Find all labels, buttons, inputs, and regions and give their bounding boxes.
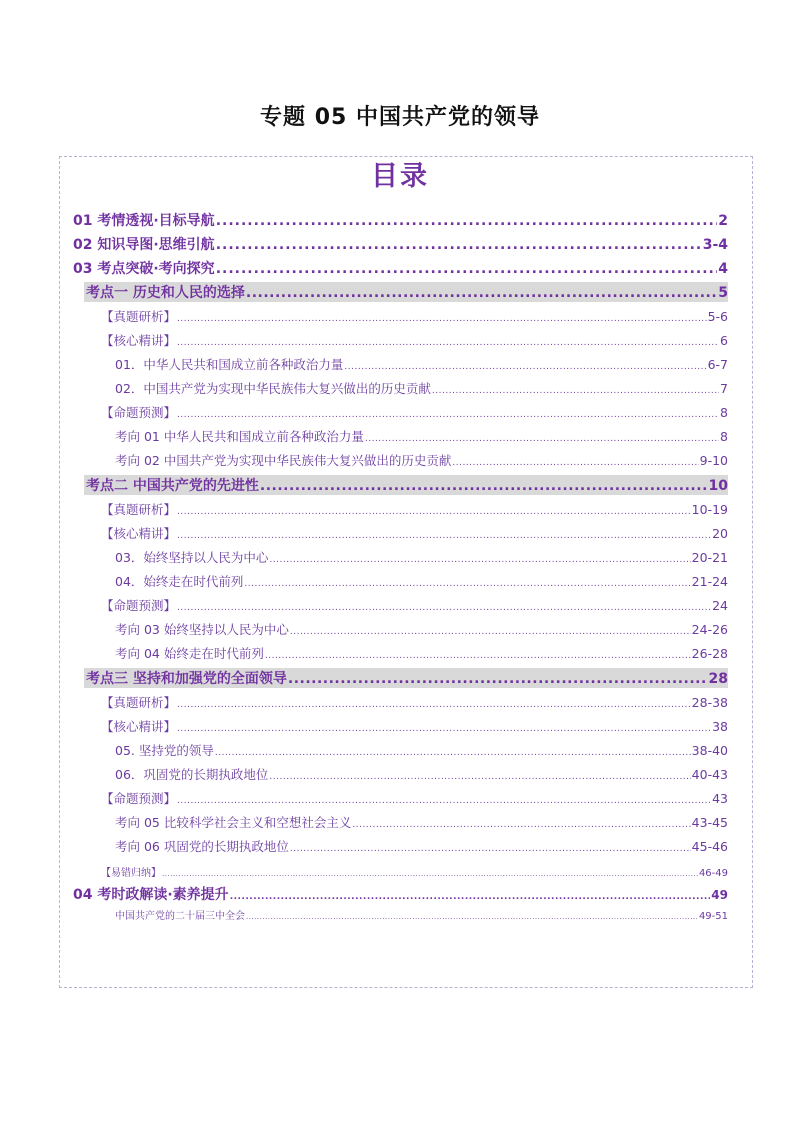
toc-heading: 目录 bbox=[371, 161, 429, 192]
document-title: 专题 05 中国共产党的领导 bbox=[260, 105, 540, 130]
toc-entry[interactable]: 【核心精讲】 ..... 38 bbox=[101, 717, 728, 735]
toc-entry[interactable]: 【真题研析】 ..... 5-6 bbox=[101, 307, 728, 325]
toc-entry[interactable]: 中国共产党的二十届三中全会 ..... 49-51 bbox=[115, 907, 728, 922]
toc-entry[interactable]: 【命题预测】 ..... 8 bbox=[101, 403, 728, 421]
toc-entry[interactable]: 【真题研析】 ..... 28-38 bbox=[101, 693, 728, 711]
toc-entry[interactable]: 考向 03 始终坚持以人民为中心 ..... 24-26 bbox=[115, 620, 728, 638]
toc-entry[interactable]: 04．始终走在时代前列 ..... 21-24 bbox=[115, 572, 728, 590]
toc-entry[interactable]: 考向 06 巩固党的长期执政地位 ..... 45-46 bbox=[115, 837, 728, 855]
toc-entry[interactable]: 06．巩固党的长期执政地位 ..... 40-43 bbox=[115, 765, 728, 783]
toc-section-heading[interactable]: 考点三 坚持和加强党的全面领导 ..... 28 bbox=[84, 668, 728, 688]
toc-entry[interactable]: 【核心精讲】 ..... 20 bbox=[101, 524, 728, 542]
toc-entry[interactable]: 考向 05 比较科学社会主义和空想社会主义 ..... 43-45 bbox=[115, 813, 728, 831]
toc-entry[interactable]: 01．中华人民共和国成立前各种政治力量 ..... 6-7 bbox=[115, 355, 728, 373]
toc-entry[interactable]: 考向 02 中国共产党为实现中华民族伟大复兴做出的历史贡献 ..... 9-10 bbox=[115, 451, 728, 469]
toc-entry[interactable]: 【真题研析】 ..... 10-19 bbox=[101, 500, 728, 518]
toc-entry[interactable]: 【易错归纳】 ..... 46-49 bbox=[101, 864, 728, 879]
toc-entry[interactable]: 01 考情透视·目标导航 ..... 2 bbox=[73, 210, 728, 230]
toc-entry[interactable]: 03．始终坚持以人民为中心 ..... 20-21 bbox=[115, 548, 728, 566]
toc-entry[interactable]: 【核心精讲】 ..... 6 bbox=[101, 331, 728, 349]
toc-entry[interactable]: 【命题预测】 ..... 43 bbox=[101, 789, 728, 807]
toc-section-heading[interactable]: 考点一 历史和人民的选择 ..... 5 bbox=[84, 282, 728, 302]
toc-entry[interactable]: 04 考时政解读·素养提升 ..... 49 bbox=[73, 884, 728, 904]
toc-entry[interactable]: 02．中国共产党为实现中华民族伟大复兴做出的历史贡献 ..... 7 bbox=[115, 379, 728, 397]
toc-entry[interactable]: 05. 坚持党的领导 ..... 38-40 bbox=[115, 741, 728, 759]
toc-entry[interactable]: 03 考点突破·考向探究 ..... 4 bbox=[73, 258, 728, 278]
toc-entry[interactable]: 02 知识导图·思维引航 ..... 3-4 bbox=[73, 234, 728, 254]
toc-entry[interactable]: 考向 04 始终走在时代前列 ..... 26-28 bbox=[115, 644, 728, 662]
toc-entry[interactable]: 【命题预测】 ..... 24 bbox=[101, 596, 728, 614]
toc-entry[interactable]: 考向 01 中华人民共和国成立前各种政治力量 ..... 8 bbox=[115, 427, 728, 445]
toc-section-heading[interactable]: 考点二 中国共产党的先进性 ..... 10 bbox=[84, 475, 728, 495]
